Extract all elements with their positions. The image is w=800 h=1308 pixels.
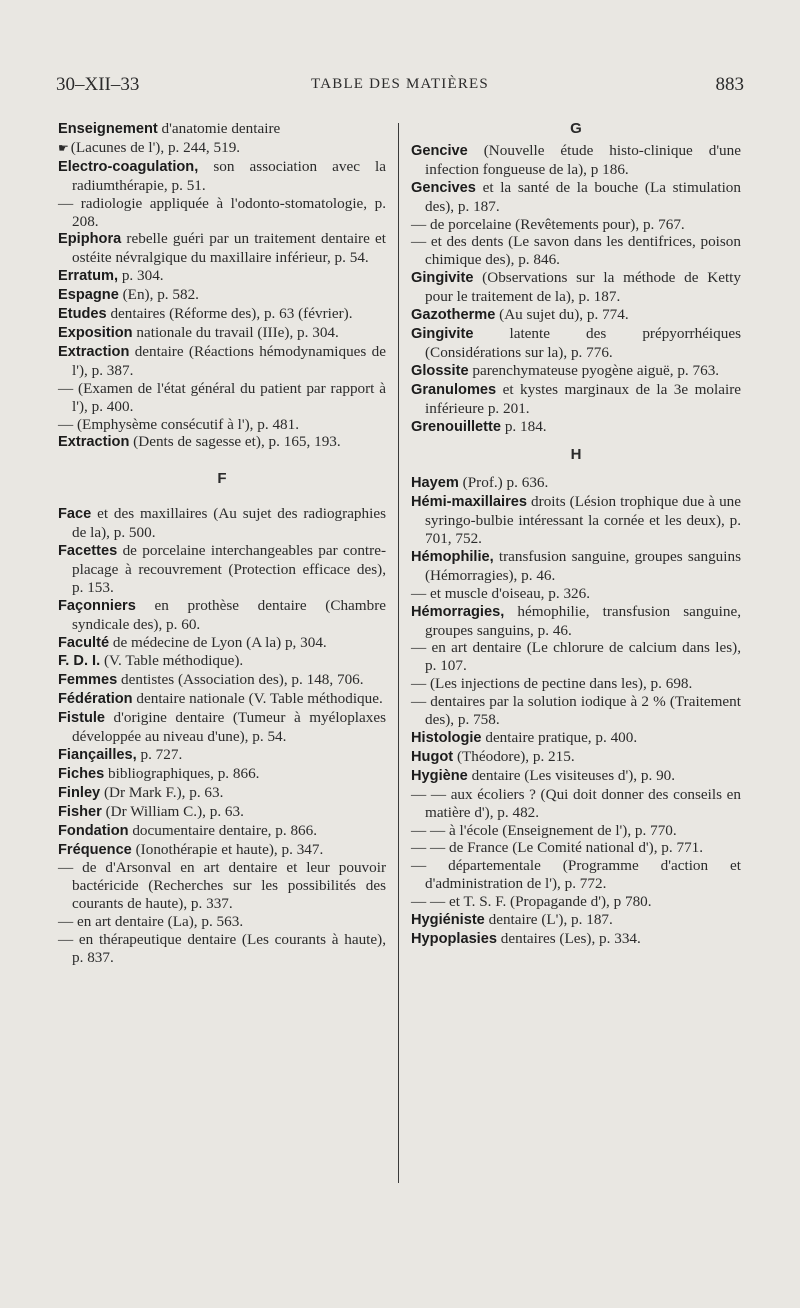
- entry-keyword: Hémophilie,: [411, 548, 494, 565]
- index-entry: [58, 690, 386, 709]
- entry-keyword: Gencives: [411, 179, 476, 196]
- entry-keyword: F. D. I.: [58, 653, 101, 670]
- entry-keyword: Hygiéniste: [411, 912, 485, 929]
- entry-keyword: Façonniers: [58, 597, 136, 614]
- index-entry: [411, 786, 741, 822]
- entry-keyword: Extraction: [58, 343, 130, 360]
- page-header: [56, 74, 744, 104]
- entry-keyword: Fisher: [58, 803, 102, 820]
- index-entry: [58, 765, 386, 784]
- entry-text: (En), p. 582.: [118, 286, 199, 304]
- entry-text: (Observations sur la méthode de Ketty pour le traitement de la), p. 187.: [425, 269, 741, 306]
- entry-text: — en thérapeutique dentaire (Les courants à haute), p. 837.: [58, 931, 386, 966]
- index-entry: [58, 120, 386, 139]
- section-letter: F: [217, 470, 227, 488]
- index-entry: [411, 911, 741, 930]
- index-entry: [411, 675, 741, 693]
- entry-text: — en art dentaire (Le chlorure de calcium dans les), p. 107.: [411, 639, 741, 675]
- entry-text: d'anatomie dentaire: [157, 120, 281, 137]
- entry-keyword: Enseignement: [58, 121, 158, 137]
- entry-text: — — aux écoliers ? (Qui doit donner des conseils en matière d'), p. 482.: [411, 785, 741, 821]
- entry-keyword: Espagne: [58, 287, 119, 304]
- index-entry: [58, 634, 386, 653]
- index-entry: [411, 548, 741, 585]
- index-entry: [411, 585, 741, 603]
- index-entry: [411, 603, 741, 640]
- entry-text: droits (Lésion trophique due à une syringo-bulbie intéressant la cornée et les deux), p. 701, 752.: [425, 493, 741, 548]
- entry-keyword: Faculté: [58, 634, 110, 651]
- header-date: 30–XII–33: [56, 74, 140, 95]
- header-title: TABLE DES MATIÈRES: [311, 76, 489, 92]
- entry-text: — radiologie appliquée à l'odonto-stomatologie, p. 208.: [58, 194, 386, 230]
- index-entry: [411, 822, 741, 840]
- entry-text: — (Examen de l'état général du patient par rapport à l'), p. 400.: [58, 379, 386, 415]
- index-entry: [58, 380, 386, 416]
- entry-keyword: Histologie: [411, 730, 482, 746]
- entry-text: (Dr William C.), p. 63.: [101, 802, 244, 820]
- index-entry: [58, 158, 386, 195]
- entry-text: son association avec la radiumthérapie, p. 51.: [72, 157, 386, 194]
- index-entry: [411, 362, 741, 381]
- entry-text: (Prof.) p. 636.: [458, 474, 549, 492]
- index-entry: [58, 433, 386, 452]
- entry-text: (Théodore), p. 215.: [453, 747, 575, 765]
- index-entry: [58, 709, 386, 746]
- entry-text: latente des prépyorrhéiques (Considérations sur la), p. 776.: [425, 324, 741, 361]
- entry-keyword: Fédération: [58, 691, 133, 708]
- entry-text: et la santé de la bouche (La stimulation des), p. 187.: [425, 178, 741, 215]
- entry-text: hémophilie, transfusion sanguine, groupes sanguins, p. 46.: [425, 602, 741, 639]
- index-entry: [411, 767, 741, 786]
- entry-text: (Dents de sagesse et), p. 165, 193.: [129, 433, 341, 451]
- index-entry: [411, 216, 741, 234]
- entry-text: — — à l'école (Enseignement de l'), p. 770.: [411, 821, 677, 839]
- index-entry: [58, 267, 386, 286]
- entry-text: (Lacunes de l'), p. 244, 519.: [70, 138, 241, 156]
- entry-text: — et muscle d'oiseau, p. 326.: [411, 584, 591, 602]
- entry-keyword: Fondation: [58, 822, 129, 839]
- index-entry: [58, 343, 386, 380]
- entry-text: dentaire (Réactions hémodynamiques de l'), p. 387.: [72, 342, 386, 379]
- index-entry: [411, 839, 741, 857]
- entry-text: (Dr Mark F.), p. 63.: [100, 783, 224, 801]
- index-column-right: [411, 120, 741, 949]
- entry-text: documentaire dentaire, p. 866.: [128, 821, 318, 839]
- entry-text: — et des dents (Le savon dans les dentifrices, poison chimique des), p. 846.: [411, 233, 741, 269]
- entry-text: — dentaires par la solution iodique à 2 % (Traitement des), p. 758.: [411, 693, 741, 729]
- entry-text: rebelle guéri par un traitement dentaire et ostéite névralgique du maxillaire inférieur, p. 54.: [72, 230, 386, 267]
- entry-keyword: Fiançailles,: [58, 747, 137, 763]
- index-entry: [58, 913, 386, 931]
- pointing-hand-icon: ☛: [58, 140, 69, 155]
- entry-text: (Ionothérapie et haute), p. 347.: [131, 840, 324, 858]
- entry-keyword: Gencive: [411, 142, 468, 159]
- entry-keyword: Erratum,: [58, 268, 119, 285]
- entry-text: parenchymateuse pyogène aiguë, p. 763.: [468, 361, 720, 379]
- entry-text: dentistes (Association des), p. 148, 706.: [117, 671, 364, 689]
- entry-text: — (Les injections de pectine dans les), p. 698.: [411, 675, 693, 693]
- entry-keyword: Fréquence: [58, 841, 132, 858]
- entry-text: p. 184.: [501, 417, 547, 435]
- index-entry: [411, 418, 741, 437]
- entry-keyword: Etudes: [58, 306, 107, 323]
- entry-keyword: Epiphora: [58, 231, 122, 248]
- header-page-number: 883: [715, 74, 744, 95]
- entry-keyword: Hémi-maxillaires: [411, 494, 528, 511]
- index-entry: [58, 931, 386, 967]
- entry-keyword: Hypoplasies: [411, 930, 497, 947]
- index-entry: [58, 859, 386, 913]
- entry-text: bibliographiques, p. 866.: [104, 764, 260, 782]
- entry-text: et des maxillaires (Au sujet des radiographies de la), p. 500.: [72, 505, 386, 542]
- entry-keyword: Glossite: [411, 362, 469, 379]
- index-entry: [411, 748, 741, 767]
- entry-text: — de porcelaine (Revêtements pour), p. 767.: [411, 215, 685, 233]
- entry-keyword: Hygiène: [411, 767, 468, 784]
- index-entry: [411, 474, 741, 493]
- index-entry: [411, 381, 741, 418]
- index-entry: [411, 269, 741, 306]
- index-entry: [58, 505, 386, 542]
- entry-text: — (Emphysème consécutif à l'), p. 481.: [58, 415, 300, 433]
- section-letter: H: [570, 446, 582, 464]
- index-entry: [411, 142, 741, 179]
- entry-text: — en art dentaire (La), p. 563.: [58, 913, 244, 931]
- entry-text: de porcelaine interchangeables par contre-placage à recouvrement (Protection efficace des), p. 153.: [72, 542, 386, 596]
- entry-text: en prothèse dentaire (Chambre syndicale des), p. 60.: [72, 596, 386, 633]
- entry-keyword: Gingivite: [411, 325, 474, 342]
- index-entry: [411, 493, 741, 548]
- index-entry: [58, 841, 386, 860]
- entry-keyword: Femmes: [58, 672, 118, 689]
- index-entry: [58, 803, 386, 822]
- entry-keyword: Grenouillette: [411, 418, 502, 435]
- index-entry: [411, 179, 741, 216]
- index-entry: [58, 230, 386, 267]
- entry-text: et kystes marginaux de la 3e molaire inférieure p. 201.: [425, 380, 741, 417]
- entry-text: dentaires (Les), p. 334.: [496, 929, 641, 947]
- index-entry: [411, 693, 741, 729]
- entry-text: — départementale (Programme d'action et d'administration de l'), p. 772.: [411, 857, 741, 893]
- entry-text: — de d'Arsonval en art dentaire et leur pouvoir bactéricide (Recherches sur les possibilités des courants de haute), p. 337.: [58, 859, 386, 913]
- entry-keyword: Hugot: [411, 748, 454, 765]
- entry-keyword: Facettes: [58, 543, 118, 560]
- section-letter: G: [570, 120, 582, 137]
- index-entry: [58, 195, 386, 231]
- index-entry: [58, 286, 386, 305]
- entry-text: d'origine dentaire (Tumeur à myéloplaxes développée au niveau d'une), p. 54.: [72, 709, 386, 746]
- entry-text: (Nouvelle étude histo-clinique d'une infection fongueuse de la), p 186.: [425, 141, 741, 178]
- entry-keyword: Extraction: [58, 434, 130, 451]
- entry-keyword: Face: [58, 506, 92, 523]
- index-entry: [411, 639, 741, 675]
- entry-keyword: Fistule: [58, 710, 106, 727]
- entry-text: dentaire nationale (V. Table méthodique.: [132, 690, 383, 708]
- entry-keyword: Hayem: [411, 475, 459, 492]
- index-entry: [411, 729, 741, 748]
- entry-text: p. 727.: [136, 746, 183, 763]
- index-entry: [58, 305, 386, 324]
- index-entry: [58, 784, 386, 803]
- index-entry: [58, 746, 386, 765]
- entry-keyword: Electro-coagulation,: [58, 158, 199, 175]
- entry-keyword: Gazotherme: [411, 307, 496, 324]
- entry-text: — — et T. S. F. (Propagande d'), p 780.: [411, 893, 652, 911]
- entry-text: (V. Table méthodique).: [100, 652, 244, 670]
- entry-keyword: Fiches: [58, 765, 105, 782]
- entry-text: dentaires (Réforme des), p. 63 (février).: [106, 305, 353, 323]
- entry-text: (Au sujet du), p. 774.: [495, 306, 629, 324]
- entry-text: p. 304.: [118, 267, 164, 285]
- index-entry: [58, 597, 386, 634]
- index-entry: [58, 671, 386, 690]
- index-entry: [411, 857, 741, 893]
- entry-keyword: Exposition: [58, 324, 133, 341]
- index-entry: [58, 542, 386, 597]
- entry-text: transfusion sanguine, groupes sanguins (Hémorragies), p. 46.: [425, 547, 741, 584]
- entry-text: dentaire (Les visiteuses d'), p. 90.: [467, 766, 676, 784]
- entry-text: dentaire (L'), p. 187.: [484, 911, 613, 929]
- index-entry: [58, 324, 386, 343]
- entry-text: de médecine de Lyon (A la) p, 304.: [109, 633, 327, 651]
- index-entry: [411, 306, 741, 325]
- index-entry: [411, 233, 741, 269]
- index-entry: [58, 652, 386, 671]
- entry-text: dentaire pratique, p. 400.: [481, 729, 638, 746]
- entry-keyword: Hémorragies,: [411, 603, 505, 620]
- entry-text: nationale du travail (IIIe), p. 304.: [132, 323, 339, 341]
- index-entry: [411, 325, 741, 362]
- entry-keyword: Granulomes: [411, 381, 497, 398]
- column-divider: [398, 123, 399, 1183]
- entry-text: — — de France (Le Comité national d'), p. 771.: [411, 839, 704, 857]
- index-entry: [58, 139, 386, 158]
- index-entry: [58, 822, 386, 841]
- index-entry: [58, 416, 386, 434]
- entry-keyword: Gingivite: [411, 270, 474, 287]
- entry-keyword: Finley: [58, 784, 101, 801]
- index-entry: [411, 930, 741, 949]
- index-entry: [411, 893, 741, 911]
- index-column-left: [58, 120, 386, 967]
